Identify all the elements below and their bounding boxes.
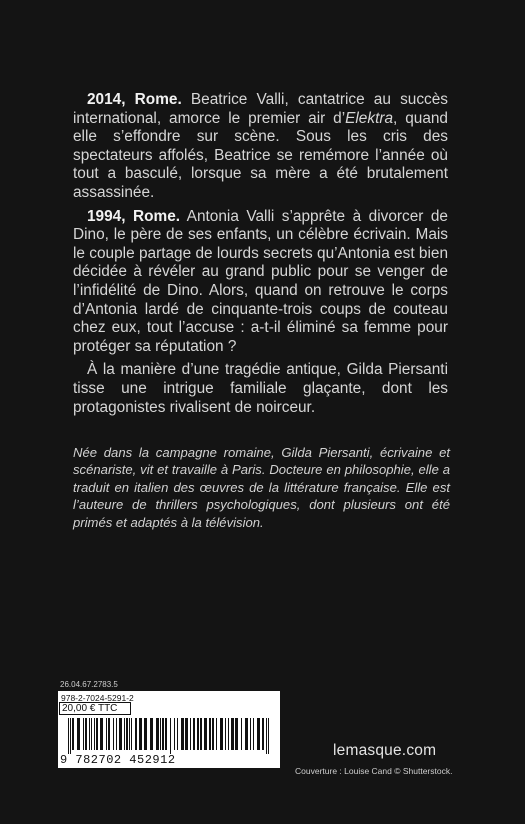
barcode-bar	[70, 718, 71, 754]
barcode-bar	[204, 718, 207, 750]
barcode-block	[58, 691, 280, 768]
barcode-bar	[231, 718, 234, 750]
barcode-bar	[212, 718, 214, 750]
barcode-bar	[220, 718, 223, 750]
publisher-website: lemasque.com	[333, 742, 437, 759]
barcode-bar	[245, 718, 248, 750]
synopsis-opera-title: Elektra	[345, 109, 394, 127]
barcode-bar	[150, 718, 153, 750]
barcode-digits: 9 782702 452912	[60, 753, 176, 767]
barcode-bar	[94, 718, 95, 750]
barcode-bar	[228, 718, 229, 750]
synopsis-text-3: À la manière d’une tragédie antique, Gilda Piersanti tisse une intrigue familiale glaçante, dont les protagonistes rivalisent de noirceur.	[73, 361, 448, 416]
isbn-number: 978-2-7024-5291-2	[61, 693, 134, 703]
synopsis-lead-1994: 1994, Rome.	[87, 207, 181, 225]
barcode-bar	[156, 718, 159, 750]
barcode-bar	[126, 718, 128, 750]
cover-credit: Couverture : Louise Cand © Shutterstock.	[295, 766, 453, 776]
barcode-bar	[250, 718, 251, 750]
barcode-bar	[193, 718, 195, 750]
barcode-bar	[116, 718, 117, 750]
barcode-bar	[170, 718, 171, 754]
barcode-bar	[100, 718, 103, 750]
barcode-bar	[131, 718, 132, 750]
synopsis-paragraph-3	[73, 361, 448, 417]
barcode-bar	[253, 718, 254, 750]
price-box	[59, 702, 131, 715]
author-bio	[73, 444, 450, 531]
barcode-icon	[66, 718, 276, 754]
price-label: 20,00 € TTC	[62, 703, 118, 714]
barcode-bar	[197, 718, 199, 750]
synopsis-lead-2014: 2014, Rome.	[87, 91, 182, 108]
barcode-bar	[124, 718, 125, 750]
barcode-bar	[216, 718, 217, 750]
barcode-bar	[160, 718, 161, 750]
barcode-bar	[257, 718, 260, 750]
synopsis-text-1a: Beatrice Valli, cantatrice au succès international, amorce le premier air d’	[73, 91, 449, 127]
barcode-bar	[241, 718, 242, 750]
synopsis-paragraph-2	[73, 208, 448, 357]
barcode-bar	[91, 718, 92, 750]
barcode-bar	[262, 718, 264, 750]
barcode-bar	[135, 718, 137, 750]
barcode-bar	[68, 718, 69, 754]
barcode-bar	[209, 718, 211, 750]
barcode-bar	[77, 718, 80, 750]
barcode-bar	[72, 718, 74, 750]
barcode-bar	[225, 718, 226, 750]
barcode-bar	[185, 718, 188, 750]
barcode-bar	[200, 718, 202, 750]
barcode-bar	[162, 718, 164, 750]
synopsis	[73, 91, 448, 417]
synopsis-text-2: Antonia Valli s’apprête à divorcer de Dino, le père de ses enfants, un célèbre écrivain. Mais le couple partage de lourds secrets qu’Antonia est bien décidée à révéler au grand public pour se venger de l’infidélité de Dino. Alors, quand on retrouve le corps d’Antonia lardé de cinquante-trois coups de couteau chez eux, tout l’accuse : a-t-il éliminé sa femme pour protéger sa réputation ?	[73, 207, 448, 355]
synopsis-text-1b: , quand elle s’effondre sur scène. Sous les cris des spectateurs affolés, Beatrice se remémore l’année où tout a basculé, lorsque sa mère a été brutalement assassinée.	[73, 109, 448, 201]
barcode-bar	[144, 718, 147, 750]
barcode-bar	[174, 718, 175, 750]
barcode-bar	[83, 718, 84, 750]
barcode-bar	[235, 718, 238, 750]
barcode-bar	[268, 718, 269, 754]
barcode-bar	[119, 718, 122, 750]
author-bio-text: Née dans la campagne romaine, Gilda Piersanti, écrivaine et scénariste, vit et travaille à Paris. Docteure en philosophie, elle a traduit en italien des œuvres de la littérature française. Elle est l’auteure de thrillers psychologiques, dont plusieurs ont été primés et adaptés à la télévision.	[73, 445, 450, 530]
barcode-bar	[139, 718, 142, 750]
barcode-bar	[106, 718, 107, 750]
barcode-bar	[85, 718, 87, 750]
barcode-bar	[113, 718, 114, 750]
barcode-bar	[181, 718, 184, 750]
synopsis-paragraph-1	[73, 91, 448, 203]
barcode-bar	[177, 718, 178, 750]
barcode-bar	[165, 718, 167, 750]
reference-code: 26.04.67.2783.5	[60, 680, 118, 689]
barcode-bar	[89, 718, 90, 750]
barcode-bar	[266, 718, 267, 754]
barcode-bar	[190, 718, 191, 750]
barcode-bar	[96, 718, 98, 750]
barcode-bar	[129, 718, 130, 750]
barcode-bar	[108, 718, 110, 750]
